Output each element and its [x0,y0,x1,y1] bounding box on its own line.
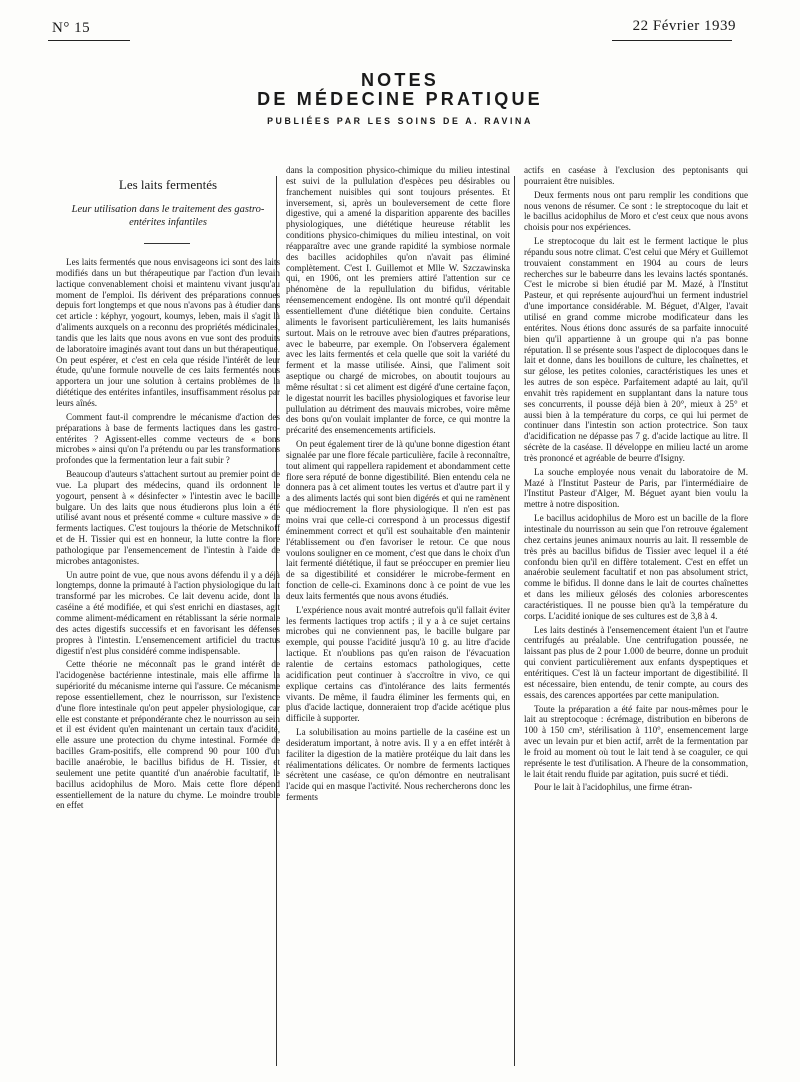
header-rule-right [612,40,732,41]
paragraph: L'expérience nous avait montré autrefois qu'il fallait éviter les ferments lactiques trop actifs ; il y a à ce sujet certains microbes qui ne conviennent pas, le bacille bulgare par exemple, qui pousse l'acidité jusqu'à 10 g. au litre d'acide lactique. Et n'oublions pas qu'en raison de l'évacuation ralentie de certains estomacs pathologiques, cette acidification peut continuer à s'accroître in vivo, ce qui explique certains cas d'intolérance des laits fermentés vivants. De même, il faudra éliminer les ferments qui, en plus d'acide lactique, donneraient trop d'acide acétique plus difficile à supporter. [286,604,510,724]
paragraph: Comment faut-il comprendre le mécanisme d'action des préparations à base de ferments lactiques dans les gastro-entérites ? Agissent-elles comme vecteurs de « bons microbes » ainsi qu'on l'a prétendu ou par les transformations profondes que la fermentation leur a fait subir ? [56,411,281,466]
masthead-subtitle: PUBLIÉES PAR LES SOINS DE A. RAVINA [267,116,533,126]
text-column-2 [286,165,510,806]
paragraph: Les laits fermentés que nous envisageons ici sont des laits modifiés dans un but thérapeutique par l'action d'un levain lactique convenablement choisi et maintenu vivant jusqu'au moment de l'emploi. Ils dérivent des préparations connues depuis fort longtemps et que nous n'avons pas à étudier dans cet article : képhyr, yogourt, koumys, leben, mais il s'agit là d'aliments auxquels on a reconnu des propriétés médicinales, tandis que les laits que nous avons en vue sont des produits de laboratoire imaginés avant tout dans un but thérapeutique. On peut espérer, et c'est en cela que réside l'intérêt de leur étude, qu'une formule nouvelle de ces laits fermentés nous apportera un jour une solution à certains problèmes de la diététique des entérites infantiles, insuffisamment résolus par leurs aînés. [56,257,280,408]
text-column-1 [56,257,280,814]
paragraph: Le streptocoque du lait est le ferment lactique le plus répandu sous notre climat. C'est celui que Méry et Guillemot trouvaient constamment en 1904 au cours de leurs recherches sur le babeurre dans les levains lactés spontanés. C'est le microbe si bien étudié par M. Mazé, à l'Institut Pasteur, et qui représente aujourd'hui un ferment industriel d'une importance considérable. M. Béguet, d'Alger, l'avait utilisé en grand comme microbe modificateur dans les entérites. Nous étions donc assurés de sa parfaite innocuité bien qu'il appartienne à un groupe qui n'a pas bonne réputation. Il se présente sous l'aspect de diplocoques dans le lait et donne, dans les bouillons de culture, les chaînettes, et sur gélose, les petites colonies, caractéristiques les unes et les autres de son espèce. Parfaitement adapté au lait, qu'il envahit très rapidement en supplantant dans la nature tous ses concurrents, il pousse déjà bien à 20°, mieux à 25° et aussi bien à la température du corps, ce qui lui permet de continuer dans l'intestin son action protectrice. Son taux d'acidification ne dépasse pas 7 g. d'acide lactique au litre. Il sécrète de la caséase. Il développe en milieu lacté un arome très prononcé et agréable de beurre d'Isigny. [524,236,748,463]
issue-date: 22 Février 1939 [632,18,736,34]
issue-number: N° 15 [52,20,91,36]
masthead-title-line1: NOTES [360,70,439,90]
paragraph: Beaucoup d'auteurs s'attachent surtout au premier point de vue. La plupart des médecins, quand ils ordonnent le yogourt, pensent à « désinfecter » l'intestin avec le bacille bulgare. Un des laits que nous étudierons plus loin a été utilisé avant nous et présenté comme « culture massive » de ferments lactiques. C'est toujours la théorie de Metschnikoff et de H. Tissier qui est en honneur, la lutte contre la flore pathologique par l'ensemencement de l'intestin à l'aide de microbes antagonistes. [56,469,280,566]
paragraph: La souche employée nous venait du laboratoire de M. Mazé à l'Institut Pasteur de Paris, par l'intermédiaire de l'Institut Pasteur d'Alger, M. Béguet ayant bien voulu la mettre à notre disposition. [524,466,748,510]
text-column-3 [524,165,748,796]
paragraph: dans la composition physico-chimique du milieu intestinal est suivi de la pullulation d'espèces peu désirables ou franchement nuisibles qui sont toujours présentes. Et inversement, si, après un bouleversement de cette flore digestive, qui a amené la disparition apparente des bacilles physiologiques, une diététique heureuse rétablit les conditions physico-chimiques du milieu intestinal, on voit réapparaître avec une grande rapidité la symbiose normale des bacilles acidophiles qu'on n'avait pas éliminé complètement. C'est I. Guillemot et Mlle W. Szczawinska qui, en 1906, ont les premiers attiré l'attention sur ce phénomène de la repullulation du bifidus, véritable réensemencement endogène. Ils ont montré qu'il dépendait essentiellement d'une diététique bien conduite. Certains aliments le favorisent particulièrement, les laits humanisés surtout. Mais on le retrouve avec bien d'autres préparations, avec le babeurre, par exemple. On l'observera également avec les laits fermentés et cela quelle que soit la variété du ferment et la masse utilisée. Ainsi, que l'aliment soit aseptique ou chargé de microbes, on aboutit toujours au même résultat : si cet aliment est digéré d'une certaine façon, le digestat nourrit les bacilles physiologiques et favorise leur pullulation au détriment des mauvais microbes, voire même des bons qu'on voulait implanter de force, ce qui montre la précarité des ensemencements artificiels. [286,165,510,436]
paragraph: Toute la préparation a été faite par nous-mêmes pour le lait au streptocoque : écrémage, distribution en biberons de 100 à 150 cm³, stérilisation à 110°, ensemencement large avec un levain pur et bien actif, arrêt de la fermentation par le froid au moment où tout le lait tend à se coaguler, ce qui représente le test d'utilisation. A l'heure de la consommation, le lait était rendu fluide par agitation, puis sucré et tiédi. [524,703,748,779]
paragraph: Le bacillus acidophilus de Moro est un bacille de la flore intestinale du nourrisson au sein que l'on retrouve également chez certains jeunes animaux nourris au lait. Il ressemble de très près au bacillus bifidus de Tissier avec lequel il a été confondu bien qu'il en diffère totalement. C'est en effet un anaérobie seulement facultatif et non pas absolument strict, comme le bifidus. Il donne dans le lait de courtes chaînettes et dans les milieux gélosés des colonies arborescentes caractéristiques. Il ne pousse bien qu'à la température du corps. L'acidité ionique de ses cultures est de 3,8 à 4. [524,513,748,621]
paragraph: La solubilisation au moins partielle de la caséine est un desideratum important, à notre avis. Il y a en effet intérêt à faciliter la digestion de la matière protéique du lait dans les réalimentations délicates. Or nombre de ferments lactiques sécrètent une caséase, ce qu'on démontre en neutralisant l'acide qui en masque l'activité. Nous rechercherons donc les ferments [286,727,510,803]
paragraph: On peut également tirer de là qu'une bonne digestion étant signalée par une flore fécale particulière, facile à reconnaître, tout aliment qui rappellera rapidement et abondamment cette flore sera réputé de bonne digestibilité. Bien entendu cela ne donnera pas à cet aliment toutes les vertus et d'autre part il y a des aliments lactés qui sont bien digérés et qui ne ramènent que médiocrement la flore physiologique. Il n'en est pas moins vrai que celle-ci correspond à un processus digestif éminemment correct et qu'il est souhaitable d'en maintenir l'établissement ou d'en favoriser le retour. Ce que nous voulons souligner en ce moment, c'est que dans le choix d'un lait fermenté diététique, il faut se préoccuper en premier lieu de sa digestibilité et considérer le microbe-ferment en fonction de celle-ci. Examinons donc à ce point de vue les deux laits fermentés que nous avons étudiés. [286,439,510,601]
header-rule-left [48,40,130,41]
article-title: Les laits fermentés [118,177,218,192]
article-title-rule [144,243,190,244]
article-subtitle: Leur utilisation dans le traitement des gastro-entérites infantiles [71,204,265,228]
paragraph: Cette théorie ne méconnaît pas le grand intérêt de l'acidogenèse bactérienne intestinale, mais elle affirme la supériorité du mécanisme interne qui l'assure. Ce mécanisme repose essentiellement, chez le nourrisson, sur l'existence d'une flore intestinale qu'on peut appeler physiologique, car elle est constante et prépondérante chez le nourrisson au sein et il est évident qu'en maintenant un certain taux d'acidité, elle assure une protection du chyme intestinal. Formée de bacilles Gram-positifs, elle comprend 90 pour 100 d'un bacille anaérobie, le bacillus bifidus de H. Tissier, et seulement une petite quantité d'un anaérobie facultatif, le bacillus acidophilus de Moro. Mais cette flore dépend essentiellement de la nature du chyme. Le moindre trouble en effet [56,659,280,811]
paragraph: Un autre point de vue, que nous avons défendu il y a déjà longtemps, donne la primauté à l'action physiologique du lait transformé par les microbes. Ce lait devenu acide, dont la caséine a été modifiée, et qui s'est enrichi en diastases, agit comme aliment-médicament en rétablissant la série normale des actes digestifs successifs et en favorisant les défenses propres à l'intestin. L'ensemencement artificiel du tractus digestif n'est plus considéré comme indispensable. [56,569,280,656]
column-rule-2 [514,176,515,1066]
paragraph: Les laits destinés à l'ensemencement étaient l'un et l'autre centrifugés au préalable. Une centrifugation poussée, ne laissant pas plus de 2 pour 1.000 de beurre, donne un produit qui convient particulièrement aux enfants dyspeptiques et entéritiques. C'est là un facteur important de digestibilité. Il est nécessaire, bien entendu, de tenir compte, au cours des essais, des carences apportées par cette manipulation. [524,624,748,700]
paragraph: Deux ferments nous ont paru remplir les conditions que nous venons de résumer. Ce sont : le streptocoque du lait et le bacillus acidophilus de Moro et c'est ceux que nous avons choisis pour nos expériences. [524,189,748,233]
paragraph: actifs en caséase à l'exclusion des peptonisants qui pourraient être nuisibles. [524,165,748,186]
masthead-title-line2: DE MÉDECINE PRATIQUE [257,89,543,109]
paragraph: Pour le lait à l'acidophilus, une firme étran- [534,782,693,793]
